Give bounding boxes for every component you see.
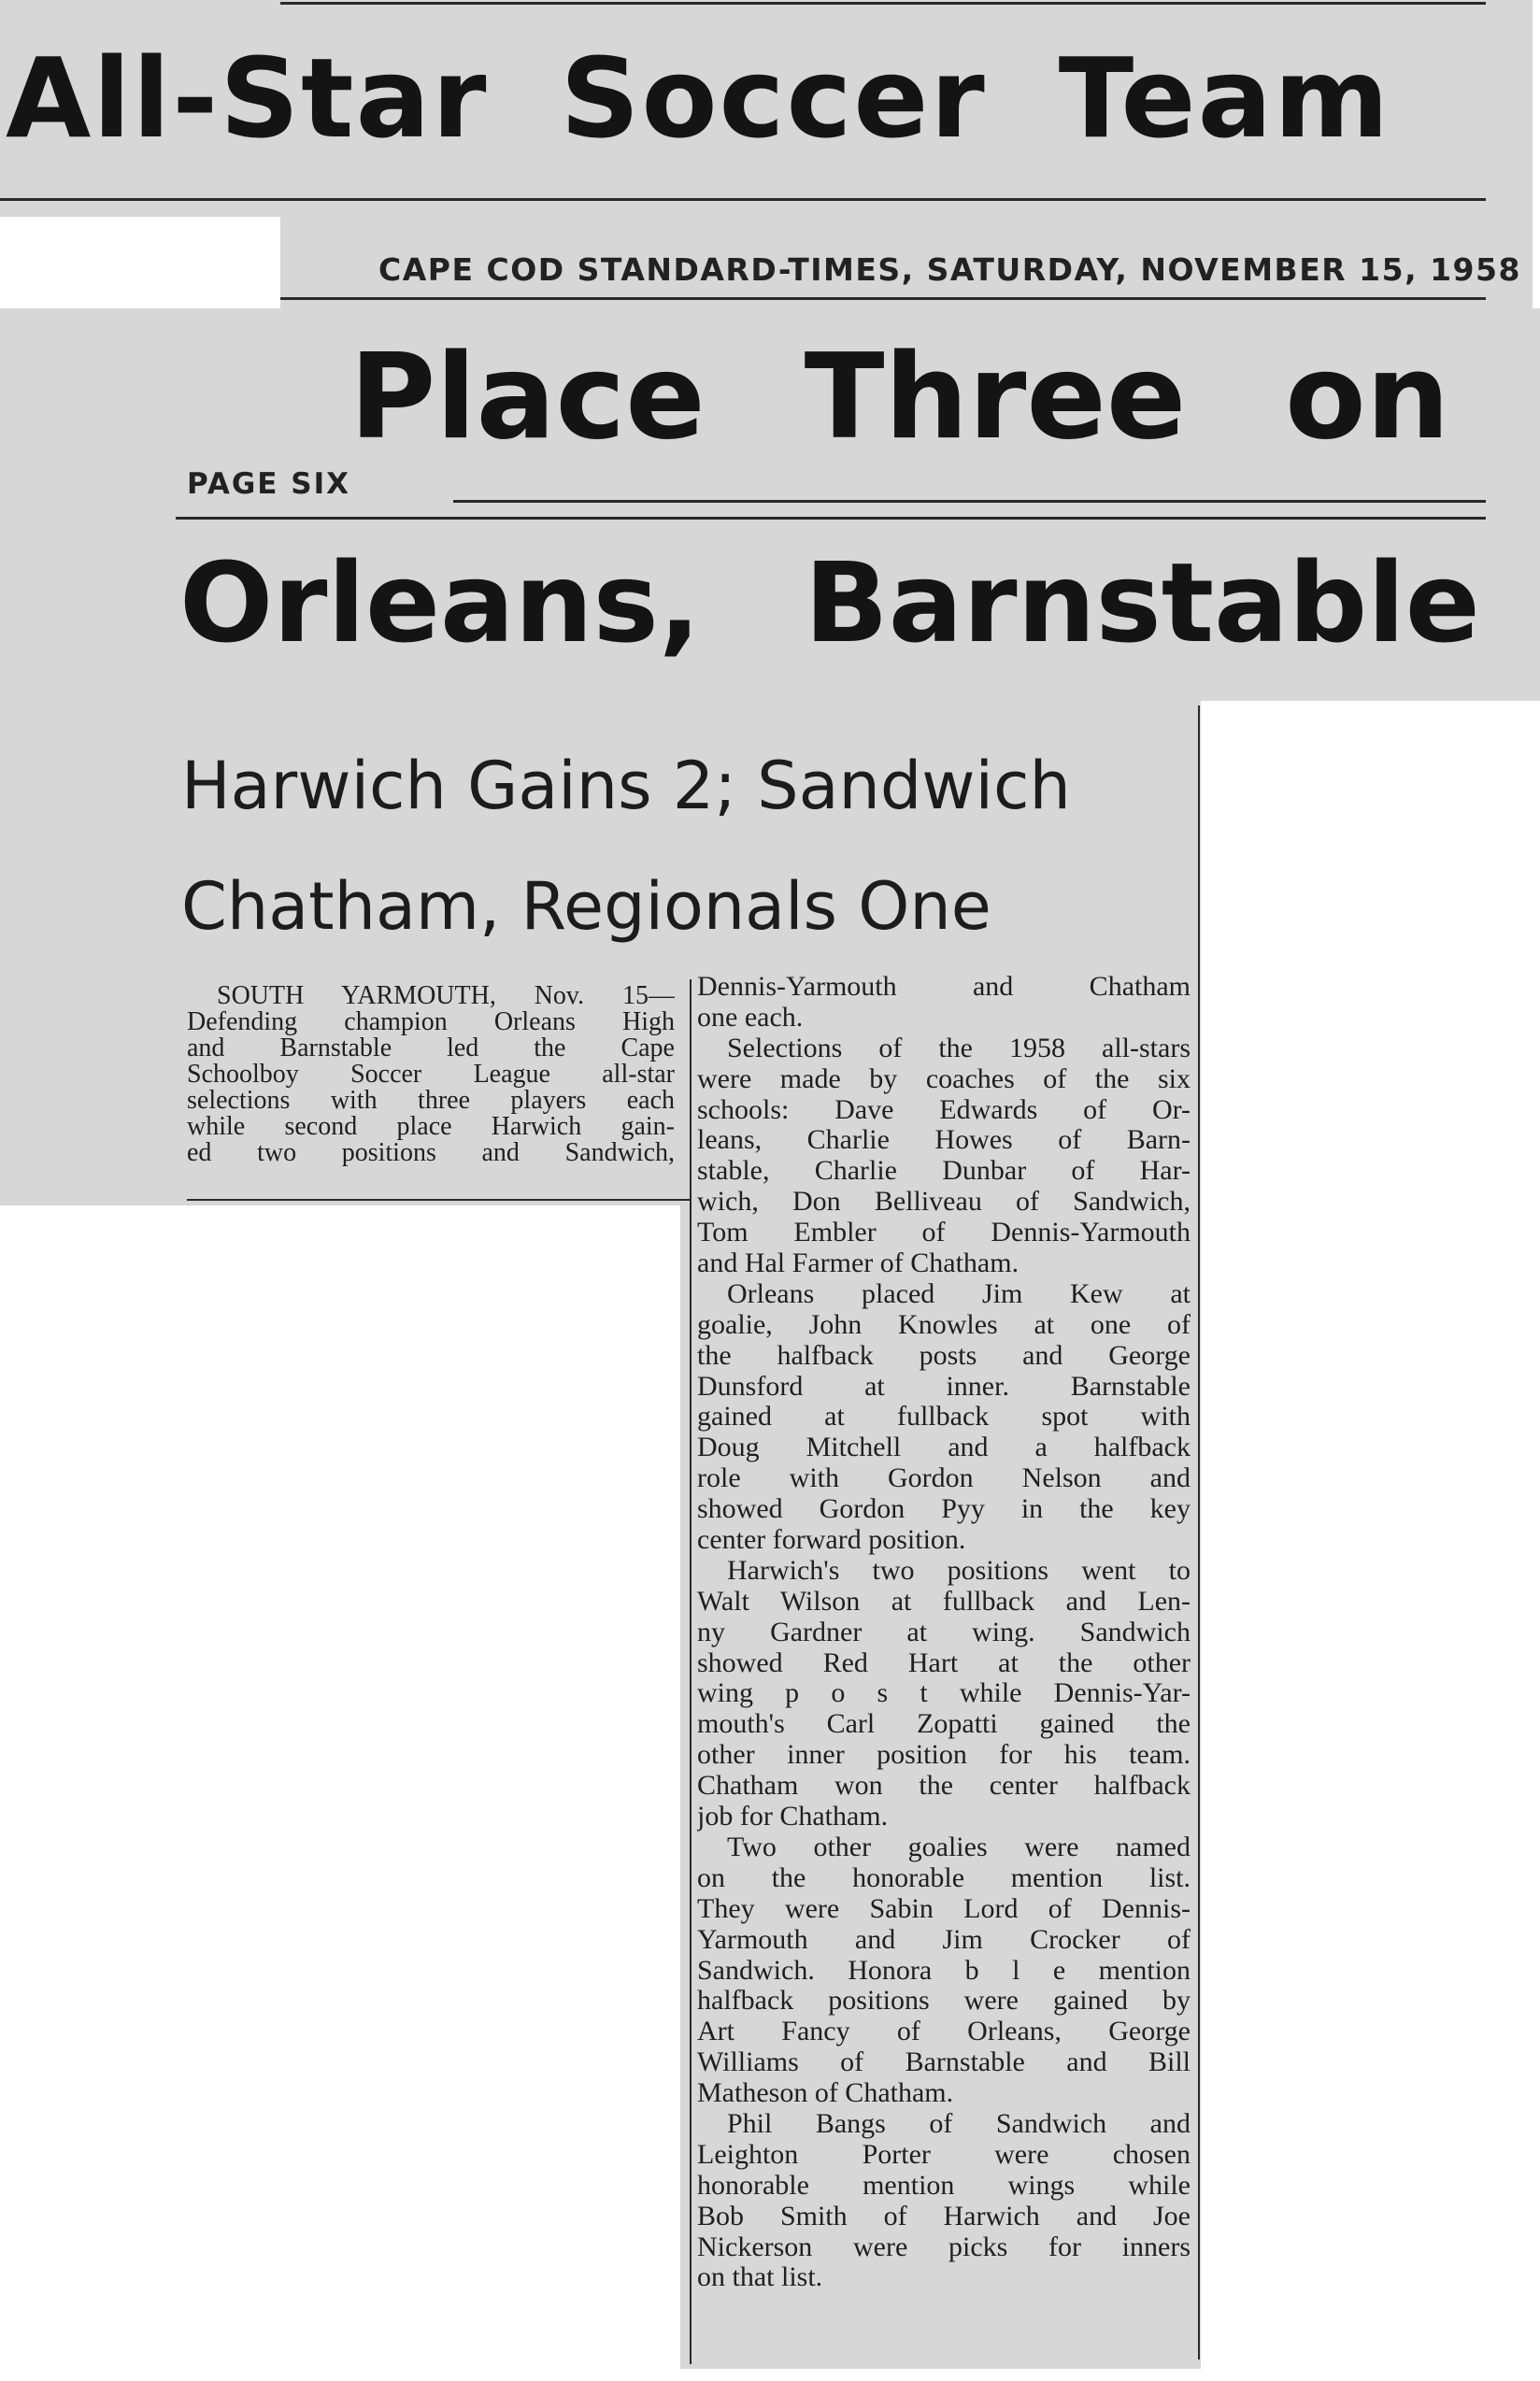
rule-under-column1 <box>187 1199 692 1201</box>
text-line: while second place Harwich gain- <box>187 1114 675 1140</box>
rule-under-place-three <box>453 500 1486 503</box>
text-line: Matheson of Chatham. <box>697 2078 954 2109</box>
text-line: role with Gordon Nelson and <box>697 1463 1191 1494</box>
text-line: Chatham won the center halfback <box>697 1771 1191 1802</box>
text-line: They were Sabin Lord of Dennis- <box>697 1893 1191 1924</box>
text-line: wing p o s t while Dennis-Yar- <box>697 1678 1191 1709</box>
text-line: Art Fancy of Orleans, George <box>697 2017 1191 2047</box>
text-line: on the honorable mention list. <box>697 1862 1191 1893</box>
text-line: halfback positions were gained by <box>697 1986 1191 2017</box>
headline-orleans-barnstable: Orleans, Barnstable <box>179 538 1480 667</box>
rule-under-top-headline <box>0 198 1486 201</box>
rule-under-page-label <box>176 517 1486 520</box>
text-line: and Barnstable led the Cape <box>187 1035 675 1062</box>
text-line: Orleans placed Jim Kew at <box>727 1278 1191 1309</box>
text-line: wich, Don Belliveau of Sandwich, <box>697 1187 1191 1218</box>
deck-line-1: Harwich Gains 2; Sandwich <box>181 748 1071 824</box>
headline-place-three: Place Three on <box>349 328 1450 465</box>
text-line: leans, Charlie Howes of Barn- <box>697 1125 1191 1156</box>
text-line: one each. <box>697 1002 804 1033</box>
text-line: Yarmouth and Jim Crocker of <box>697 1924 1191 1955</box>
text-line: showed Red Hart at the other <box>697 1647 1191 1678</box>
text-line: job for Chatham. <box>697 1802 889 1832</box>
text-line: selections with three players each <box>187 1088 675 1114</box>
text-line: on that list. <box>697 2262 823 2293</box>
text-line: honorable mention wings while <box>697 2170 1191 2201</box>
text-line: Dennis-Yarmouth and Chatham <box>697 972 1191 1002</box>
page-label: PAGE SIX <box>187 467 351 501</box>
text-line: Leighton Porter were chosen <box>697 2139 1191 2170</box>
text-line: Defending champion Orleans High <box>187 1009 675 1035</box>
text-line: Selections of the 1958 all-stars <box>727 1033 1191 1063</box>
column-rule-middle <box>690 979 692 2364</box>
text-line: ed two positions and Sandwich, <box>187 1140 675 1166</box>
text-line: showed Gordon Pyy in the key <box>697 1494 1191 1525</box>
text-line: Tom Embler of Dennis-Yarmouth <box>697 1218 1191 1248</box>
text-line: Bob Smith of Harwich and Joe <box>697 2201 1191 2231</box>
text-line: ny Gardner at wing. Sandwich <box>697 1617 1191 1647</box>
masthead-dateline: CAPE COD STANDARD-TIMES, SATURDAY, NOVEMBER 15, 1958 <box>378 251 1521 288</box>
text-line: stable, Charlie Dunbar of Har- <box>697 1156 1191 1187</box>
text-line: Nickerson were picks for inners <box>697 2231 1191 2262</box>
text-line: Harwich's two positions went to <box>727 1555 1191 1586</box>
text-line: Doug Mitchell and a halfback <box>697 1433 1191 1463</box>
text-line: other inner position for his team. <box>697 1740 1191 1771</box>
text-line: SOUTH YARMOUTH, Nov. 15— <box>217 983 675 1009</box>
text-line: Dunsford at inner. Barnstable <box>697 1371 1191 1402</box>
text-line: mouth's Carl Zopatti gained the <box>697 1709 1191 1740</box>
text-line: schools: Dave Edwards of Or- <box>697 1094 1191 1125</box>
text-line: gained at fullback spot with <box>697 1402 1191 1433</box>
text-line: Sandwich. Honora b l e mention <box>697 1955 1191 1986</box>
top-border-rule <box>280 2 1486 5</box>
text-line: Phil Bangs of Sandwich and <box>727 2108 1191 2139</box>
article-column-2 <box>697 972 1191 2293</box>
text-line: center forward position. <box>697 1525 966 1556</box>
text-line: Two other goalies were named <box>727 1832 1191 1862</box>
article-column-1 <box>187 983 675 1166</box>
text-line: Williams of Barnstable and Bill <box>697 2047 1191 2078</box>
headline-top: All-Star Soccer Team <box>6 34 1391 163</box>
rule-under-masthead <box>280 297 1486 300</box>
text-line: goalie, John Knowles at one of <box>697 1309 1191 1340</box>
column-rule-right <box>1198 706 1200 2360</box>
text-line: Walt Wilson at fullback and Len- <box>697 1586 1191 1617</box>
text-line: were made by coaches of the six <box>697 1063 1191 1094</box>
text-line: and Hal Farmer of Chatham. <box>697 1248 1020 1279</box>
deck-line-2: Chatham, Regionals One <box>181 868 991 945</box>
text-line: Schoolboy Soccer League all-star <box>187 1062 675 1088</box>
text-line: the halfback posts and George <box>697 1340 1191 1371</box>
